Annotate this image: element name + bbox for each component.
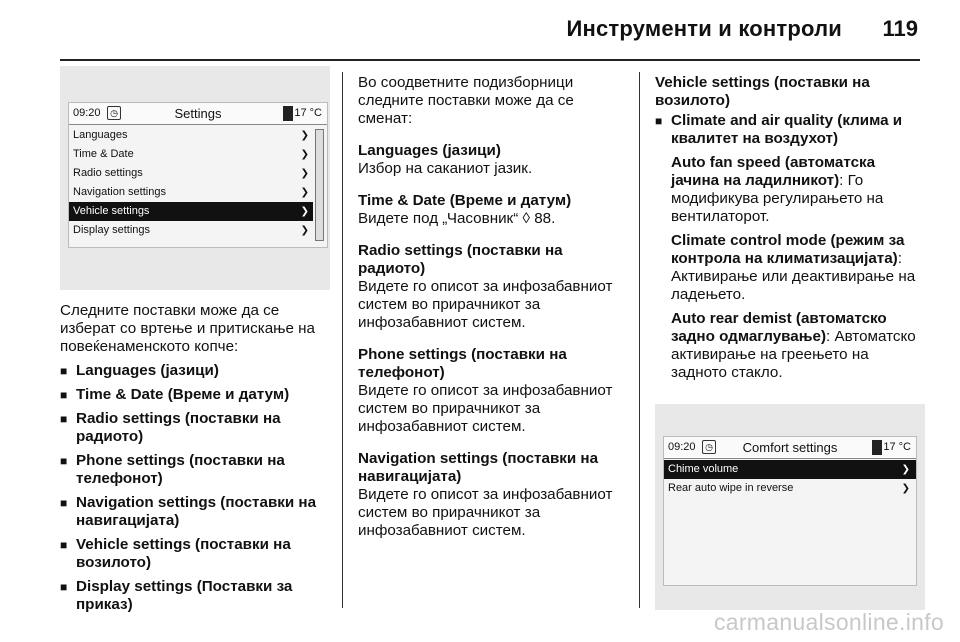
list-item: ■ Vehicle settings (поставки на возилото) xyxy=(60,536,330,572)
page-title: Инструменти и контроли xyxy=(566,16,842,41)
menu-item-navigation-settings: Navigation settings ❯ xyxy=(69,183,327,202)
column-divider xyxy=(639,72,640,608)
section-body: Видете го описот за инфозабавниот систем во прирачникот за инфозабавниот систем. xyxy=(358,278,613,331)
comfort-settings-screen xyxy=(663,436,917,586)
section-heading: Languages (јазици) xyxy=(358,142,501,159)
page-header xyxy=(0,0,960,64)
chevron-right-icon: ❯ xyxy=(300,187,309,198)
header-rule xyxy=(60,59,920,61)
clock-icon: ◷ xyxy=(107,106,121,120)
screen-status-bar xyxy=(69,103,327,125)
screen-temperature: 17 °C xyxy=(883,441,911,453)
section-time-date xyxy=(358,192,620,228)
section-phone-settings xyxy=(358,346,620,436)
screen-title: Settings xyxy=(174,106,222,121)
chevron-right-icon: ❯ xyxy=(300,206,309,217)
settings-screen xyxy=(68,102,328,248)
column-right xyxy=(655,74,925,610)
section-heading-vehicle-settings: Vehicle settings (поставки на возилото) xyxy=(655,74,870,109)
section-body: Видете го описот за инфозабавниот систем во прирачникот за инфозабавниот систем. xyxy=(358,382,613,435)
screen-time: 09:20 xyxy=(668,441,696,453)
menu-item-radio-settings: Radio settings ❯ xyxy=(69,164,327,183)
section-body: Видете го описот за инфозабавниот систем во прирачникот за инфозабавниот систем. xyxy=(358,486,613,539)
entry-climate-control-mode: Climate control mode (режим за контрола на климатизацијата): Активирање или деактивирање на ладењето. xyxy=(671,232,916,303)
menu-item-display-settings: Display settings ❯ xyxy=(69,221,327,240)
menu-item-languages: Languages ❯ xyxy=(69,126,327,145)
screen-title: Comfort settings xyxy=(742,440,838,455)
submenu-intro: Во соодветните подизборници следните поставки може да се сменат: xyxy=(358,74,574,127)
list-item: ■ Phone settings (поставки на телефонот) xyxy=(60,452,330,488)
chevron-right-icon: ❯ xyxy=(300,149,309,160)
column-divider xyxy=(342,72,343,608)
settings-bullet-list xyxy=(60,362,330,614)
section-heading: Radio settings (поставки на радиото) xyxy=(358,242,563,277)
menu-item-chime-volume: Chime volume ❯ xyxy=(664,460,916,479)
chevron-right-icon: ❯ xyxy=(300,168,309,179)
entry-auto-fan-speed: Auto fan speed (автоматска јачина на ладилникот): Го модификува регулирањето на вентилаторот. xyxy=(671,154,884,225)
chevron-right-icon: ❯ xyxy=(901,464,910,475)
screen-time: 09:20 xyxy=(73,107,101,119)
menu-item-time-date: Time & Date ❯ xyxy=(69,145,327,164)
chevron-right-icon: ❯ xyxy=(901,483,910,494)
section-radio-settings xyxy=(358,242,620,332)
sub-bullet-block xyxy=(671,112,925,148)
intro-text: Следните поставки може да се изберат со вртење и притискање на повеќенаменското копче: xyxy=(60,302,315,355)
menu-item-vehicle-settings: Vehicle settings ❯ xyxy=(69,202,313,221)
chevron-right-icon: ❯ xyxy=(300,225,309,236)
chevron-right-icon: ❯ xyxy=(300,130,309,141)
column-middle xyxy=(358,74,620,540)
thermometer-icon xyxy=(872,440,882,455)
section-navigation-settings xyxy=(358,450,620,540)
section-heading: Phone settings (поставки на телефонот) xyxy=(358,346,567,381)
section-body: Избор на саканиот јазик. xyxy=(358,160,533,177)
settings-screen-figure xyxy=(60,66,330,290)
section-heading: Time & Date (Време и датум) xyxy=(358,192,572,209)
clock-icon: ◷ xyxy=(702,440,716,454)
thermometer-icon xyxy=(283,106,293,121)
comfort-menu-list xyxy=(664,460,916,498)
section-languages xyxy=(358,142,620,178)
menu-item-rear-auto-wipe: Rear auto wipe in reverse ❯ xyxy=(664,479,916,498)
comfort-screen-figure xyxy=(655,404,925,610)
settings-menu-list xyxy=(69,126,327,240)
column-left xyxy=(60,66,330,620)
watermark: carmanualsonline.info xyxy=(713,609,944,635)
list-item: ■ Radio settings (поставки на радиото) xyxy=(60,410,330,446)
section-heading: Navigation settings (поставки на навигацијата) xyxy=(358,450,599,485)
list-item: ■ Languages (јазици) xyxy=(60,362,330,380)
list-item: ■ Display settings (Поставки за приказ) xyxy=(60,578,330,614)
page-number: 119 xyxy=(882,16,918,41)
sub-bullet-climate: ■ Climate and air quality (клима и квалитет на воздухот) xyxy=(671,112,925,148)
screen-scrollbar xyxy=(315,129,324,241)
screen-temperature: 17 °C xyxy=(294,107,322,119)
screen-status-bar xyxy=(664,437,916,459)
list-item: ■ Navigation settings (поставки на навигацијата) xyxy=(60,494,330,530)
section-body: Видете под „Часовник“ ◊ 88. xyxy=(358,210,556,227)
entry-auto-rear-demist: Auto rear demist (автоматско задно одмаглување): Автоматско активирање на греењето на задното стакло. xyxy=(671,310,916,381)
list-item: ■ Time & Date (Време и датум) xyxy=(60,386,330,404)
